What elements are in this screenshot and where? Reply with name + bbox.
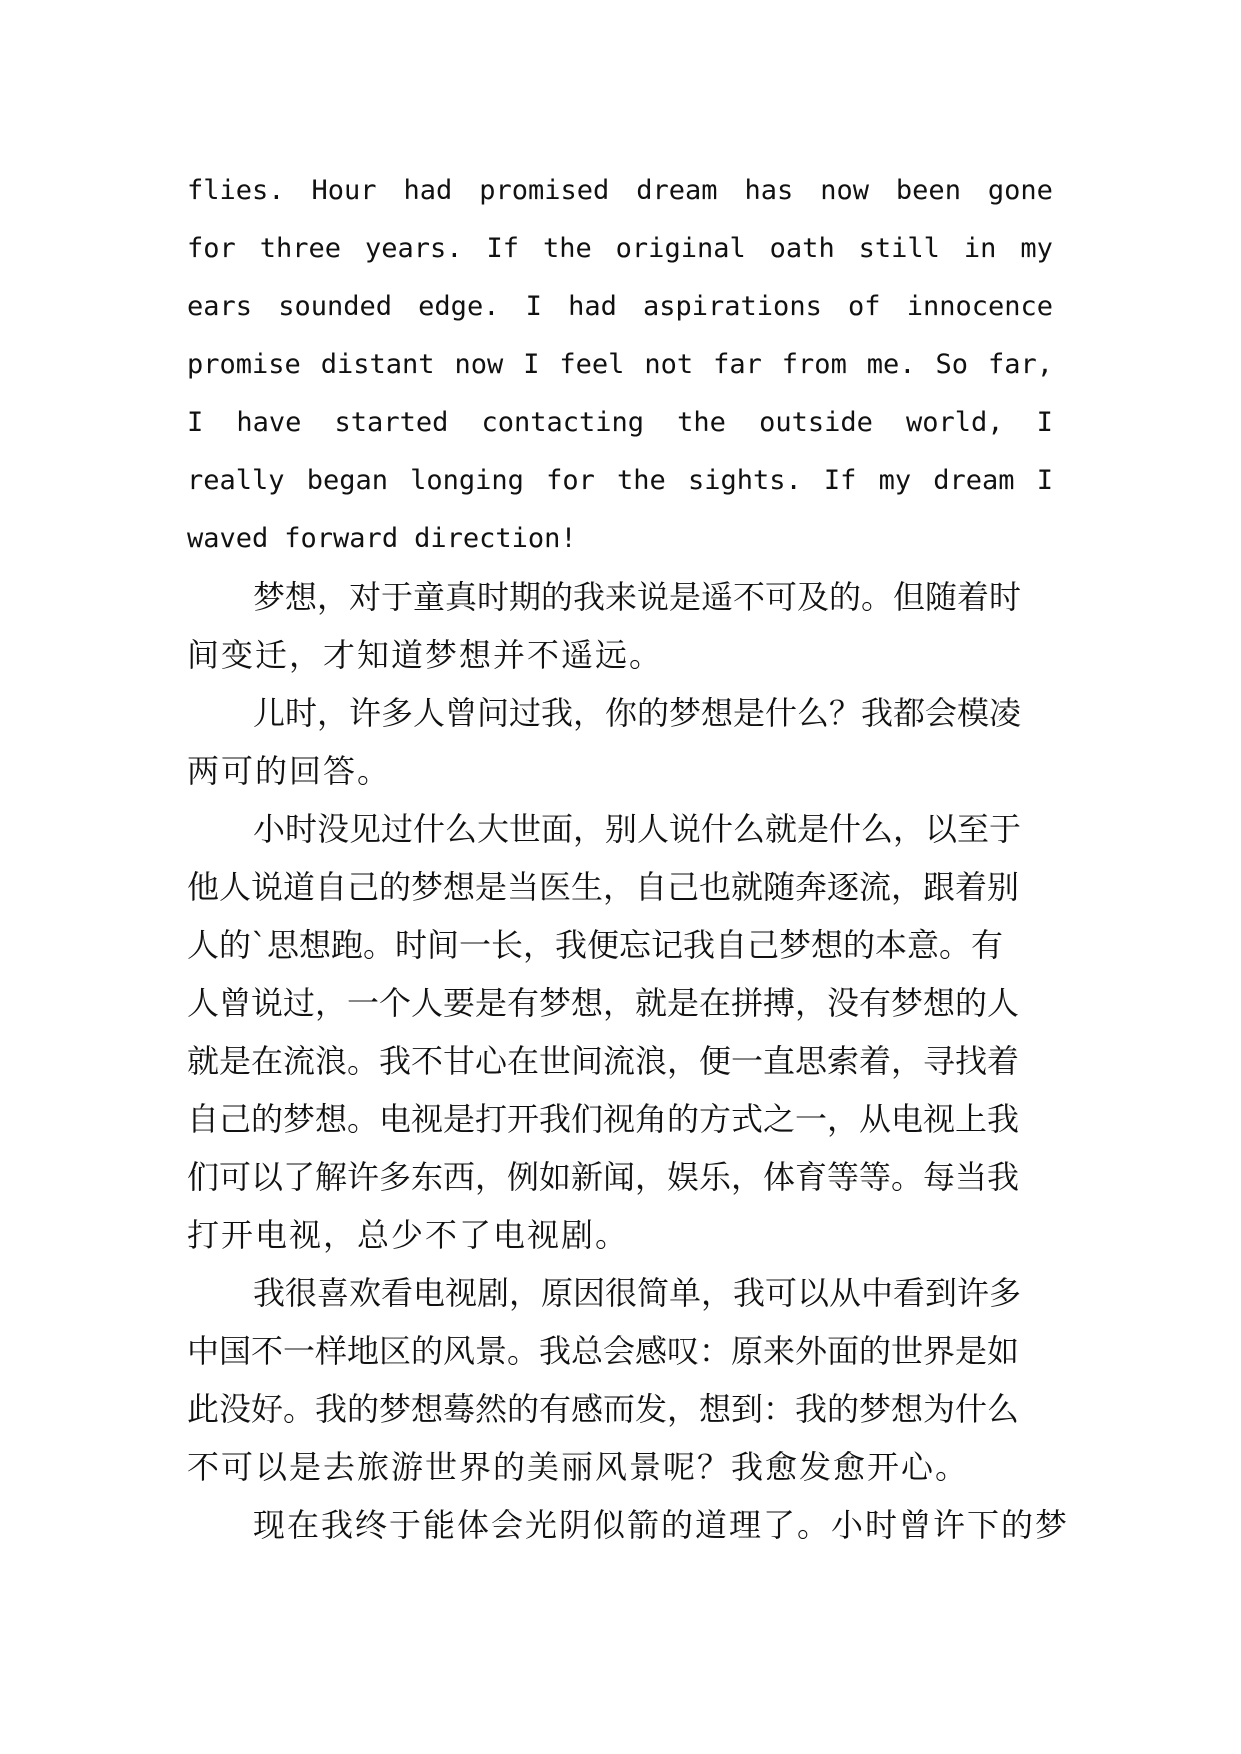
chinese-line: 人的`思想跑。时间一长，我便忘记我自己梦想的本意。有 [187,926,1004,964]
english-line [187,162,1053,220]
word: oath [769,233,835,264]
chinese-line: 此没好。我的梦想蓦然的有感而发，想到：我的梦想为什么 [187,1390,1020,1428]
chinese-paragraph [187,1264,1053,1496]
english-line [187,336,1053,394]
word: sounded [278,291,392,322]
word: far [713,349,762,380]
chinese-paragraph [187,800,1053,1264]
english-line [187,452,1053,510]
chinese-line: 不可以是去旅游世界的美丽风景呢？我愈发愈开心。 [187,1448,970,1486]
word: aspirations [643,291,822,322]
chinese-line: 人曾说过，一个人要是有梦想，就是在拼搏，没有梦想的人 [187,984,1020,1022]
chinese-line: 就是在流浪。我不甘心在世间流浪，便一直思索着，寻找着 [187,1042,1020,1080]
word: my [1020,233,1053,264]
word: edge. [418,291,500,322]
word: years. [364,233,463,264]
english-line [187,510,1053,568]
document-page [187,162,1070,1554]
word: feel [559,349,625,380]
word: for [187,233,236,264]
word: promised [479,175,610,206]
word: three [259,233,342,264]
word: had [403,175,453,206]
word: So [935,349,968,380]
word: innocence [906,291,1053,322]
word: from [781,349,847,380]
word: the [542,233,592,264]
chinese-paragraphs [187,568,1070,1554]
word: I [187,407,204,438]
chinese-line: 中国不一样地区的风景。我总会感叹：原来外面的世界是如 [187,1332,1020,1370]
word: still [858,233,940,264]
word: began [306,465,388,496]
chinese-line: 打开电视，总少不了电视剧。 [187,1216,630,1254]
word: been [895,175,961,206]
chinese-paragraph [187,568,1053,684]
word: dream [636,175,718,206]
word: I [523,349,540,380]
word: the [617,465,666,496]
word: world, [905,407,1004,438]
chinese-line: 小时没见过什么大世面，别人说什么就是什么，以至于 [253,810,1022,848]
word: in [963,233,997,264]
word: I [1036,465,1053,496]
word: has [744,175,794,206]
word: contacting [481,407,645,438]
chinese-line: 们可以了解许多东西，例如新闻，娱乐，体育等等。每当我 [187,1158,1020,1196]
word: me. [866,349,916,380]
english-line [187,220,1053,278]
word: flies. [187,175,285,206]
word: the [677,407,726,438]
chinese-line: 间变迁，才知道梦想并不遥远。 [187,636,664,674]
word: original [615,233,746,264]
word: now [820,175,869,206]
word: really [187,465,285,496]
word: sights. [687,465,802,496]
chinese-paragraph [187,1496,1070,1554]
chinese-line: 他人说道自己的梦想是当医生，自己也就随奔逐流，跟着别 [187,868,1020,906]
word: direction! [414,523,577,554]
chinese-line: 自己的梦想。电视是打开我们视角的方式之一，从电视上我 [187,1100,1020,1138]
word: had [568,291,617,322]
chinese-line: 现在我终于能体会光阴似箭的道理了。小时曾许下的梦 [253,1506,1070,1544]
word: ears [187,291,253,322]
chinese-line: 梦想，对于童真时期的我来说是遥不可及的。但随着时 [253,578,1022,616]
word: waved [187,523,269,554]
word: outside [759,407,873,438]
chinese-line: 两可的回答。 [187,752,392,790]
word: I [525,291,542,322]
word: dream [933,465,1015,496]
word: I [1036,407,1053,438]
word: distant [320,349,435,380]
word: have [236,407,302,438]
word: If [823,465,857,496]
word: Hour [311,175,377,206]
word: promise [187,349,301,380]
word: not [644,349,694,380]
word: now [454,349,504,380]
chinese-paragraph [187,684,1053,800]
word: gone [987,175,1053,206]
word: started [334,407,449,438]
english-line [187,278,1053,336]
chinese-line: 我很喜欢看电视剧，原因很简单，我可以从中看到许多 [253,1274,1022,1312]
word: far, [987,349,1053,380]
word: longing [410,465,524,496]
english-line [187,394,1053,452]
word: forward [284,523,399,554]
word: for [546,465,595,496]
word: of [848,291,881,322]
english-paragraph [187,162,1053,568]
word: my [878,465,912,496]
word: If [486,233,519,264]
chinese-line: 儿时，许多人曾问过我，你的梦想是什么？我都会模凌 [253,694,1022,732]
